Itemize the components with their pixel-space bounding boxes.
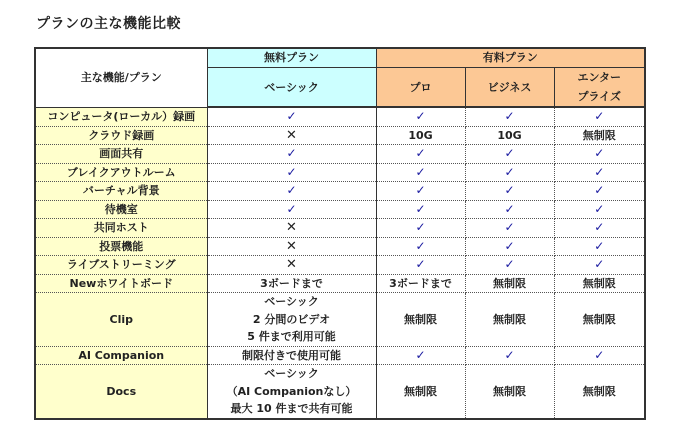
check-mark: ✓ xyxy=(286,201,297,216)
check-icon xyxy=(554,256,645,275)
cell-value: 10G xyxy=(465,126,554,145)
cross-mark: ✕ xyxy=(286,238,297,254)
plan-header-business: ビジネス xyxy=(465,68,554,108)
check-mark: ✓ xyxy=(415,146,426,160)
check-icon xyxy=(554,237,645,256)
cell-value: 無制限 xyxy=(554,126,645,145)
check-icon xyxy=(554,163,645,182)
check-icon xyxy=(376,200,465,219)
cell-value: 無制限 xyxy=(376,365,465,419)
check-icon xyxy=(207,107,376,126)
cross-mark: ✕ xyxy=(286,257,297,272)
feature-name: 画面共有 xyxy=(35,145,207,164)
feature-name: AI Companion xyxy=(35,346,207,365)
check-mark: ✓ xyxy=(594,146,605,160)
check-icon xyxy=(554,145,645,164)
feature-name: 投票機能 xyxy=(35,237,207,256)
check-mark: ✓ xyxy=(594,201,605,216)
cell-value: 無制限 xyxy=(376,293,465,347)
feature-name: ブレイクアウトルーム xyxy=(35,163,207,182)
table-row xyxy=(35,365,645,419)
table-row xyxy=(35,126,645,145)
plan-header-pro: プロ xyxy=(376,68,465,108)
check-icon xyxy=(376,145,465,164)
table-row xyxy=(35,219,645,238)
cell-value: 無制限 xyxy=(465,274,554,293)
check-icon xyxy=(376,237,465,256)
check-mark: ✓ xyxy=(286,183,297,197)
feature-name: コンピュータ(ローカル）録画 xyxy=(35,107,207,126)
check-mark: ✓ xyxy=(415,201,426,216)
check-icon xyxy=(376,182,465,201)
check-icon xyxy=(554,200,645,219)
paid-plan-group-header: 有料プラン xyxy=(376,48,645,68)
feature-name: Clip xyxy=(35,293,207,347)
check-icon xyxy=(554,346,645,365)
feature-name: 共同ホスト xyxy=(35,219,207,238)
check-icon xyxy=(465,346,554,365)
check-mark: ✓ xyxy=(504,238,515,253)
check-icon xyxy=(465,200,554,219)
table-row xyxy=(35,256,645,275)
check-icon xyxy=(465,163,554,182)
check-icon xyxy=(376,346,465,365)
check-mark: ✓ xyxy=(504,201,515,216)
check-mark: ✓ xyxy=(504,220,515,234)
cross-mark: ✕ xyxy=(286,127,297,143)
check-mark: ✓ xyxy=(594,257,605,271)
cell-value: 無制限 xyxy=(465,293,554,347)
check-mark: ✓ xyxy=(415,257,426,271)
check-mark: ✓ xyxy=(594,238,605,253)
cell-value: ベーシック 2 分間のビデオ 5 件まで利用可能 xyxy=(207,293,376,347)
check-icon xyxy=(207,145,376,164)
check-icon xyxy=(465,219,554,238)
feature-name: Docs xyxy=(35,365,207,419)
table-row xyxy=(35,145,645,164)
table-row xyxy=(35,163,645,182)
check-mark: ✓ xyxy=(504,257,515,271)
check-icon xyxy=(465,182,554,201)
check-mark: ✓ xyxy=(504,164,515,179)
check-icon xyxy=(554,107,645,126)
cell-value: 無制限 xyxy=(554,293,645,347)
cell-value: 10G xyxy=(376,126,465,145)
check-mark: ✓ xyxy=(286,109,297,123)
check-mark: ✓ xyxy=(415,238,426,253)
cross-icon xyxy=(207,126,376,145)
plan-header-enterprise: エンター プライズ xyxy=(554,68,645,108)
free-plan-group-header: 無料プラン xyxy=(207,48,376,68)
check-icon xyxy=(376,107,465,126)
check-mark: ✓ xyxy=(415,347,426,362)
plan-header-basic: ベーシック xyxy=(207,68,376,108)
cell-value: 無制限 xyxy=(465,365,554,419)
check-mark: ✓ xyxy=(504,347,515,362)
table-row xyxy=(35,107,645,126)
check-mark: ✓ xyxy=(286,164,297,179)
cell-value: 3ボードまで xyxy=(376,274,465,293)
check-mark: ✓ xyxy=(594,164,605,179)
check-mark: ✓ xyxy=(415,183,426,197)
check-icon xyxy=(376,256,465,275)
check-icon xyxy=(376,219,465,238)
check-icon xyxy=(207,200,376,219)
table-row xyxy=(35,346,645,365)
feature-column-header: 主な機能/プラン xyxy=(35,48,207,107)
feature-name: クラウド録画 xyxy=(35,126,207,145)
plan-comparison-table xyxy=(34,47,646,420)
check-mark: ✓ xyxy=(594,109,605,123)
cross-icon xyxy=(207,256,376,275)
check-icon xyxy=(465,107,554,126)
check-icon xyxy=(465,256,554,275)
table-row xyxy=(35,237,645,256)
check-icon xyxy=(207,182,376,201)
cross-mark: ✕ xyxy=(286,220,297,235)
feature-name: Newホワイトボード xyxy=(35,274,207,293)
cell-value: 無制限 xyxy=(554,274,645,293)
feature-name: ライブストリーミング xyxy=(35,256,207,275)
table-row xyxy=(35,274,645,293)
cell-value: 無制限 xyxy=(554,365,645,419)
feature-name: バーチャル背景 xyxy=(35,182,207,201)
feature-name: 待機室 xyxy=(35,200,207,219)
check-mark: ✓ xyxy=(504,183,515,197)
check-mark: ✓ xyxy=(504,146,515,160)
check-icon xyxy=(465,145,554,164)
cross-icon xyxy=(207,237,376,256)
cell-value: ベーシック （AI Companionなし） 最大 10 件まで共有可能 xyxy=(207,365,376,419)
check-mark: ✓ xyxy=(594,347,605,362)
check-mark: ✓ xyxy=(415,164,426,179)
cross-icon xyxy=(207,219,376,238)
check-mark: ✓ xyxy=(415,109,426,123)
check-icon xyxy=(465,237,554,256)
check-mark: ✓ xyxy=(286,146,297,160)
table-row xyxy=(35,293,645,347)
check-icon xyxy=(376,163,465,182)
cell-value: 制限付きで使用可能 xyxy=(207,346,376,365)
page-title: プランの主な機能比較 xyxy=(36,16,181,32)
check-icon xyxy=(554,182,645,201)
table-row xyxy=(35,182,645,201)
check-icon xyxy=(554,219,645,238)
cell-value: 3ボードまで xyxy=(207,274,376,293)
check-mark: ✓ xyxy=(415,220,426,234)
table-body xyxy=(35,107,645,419)
check-mark: ✓ xyxy=(504,109,515,123)
check-mark: ✓ xyxy=(594,220,605,234)
check-mark: ✓ xyxy=(594,183,605,197)
check-icon xyxy=(207,163,376,182)
table-row xyxy=(35,200,645,219)
